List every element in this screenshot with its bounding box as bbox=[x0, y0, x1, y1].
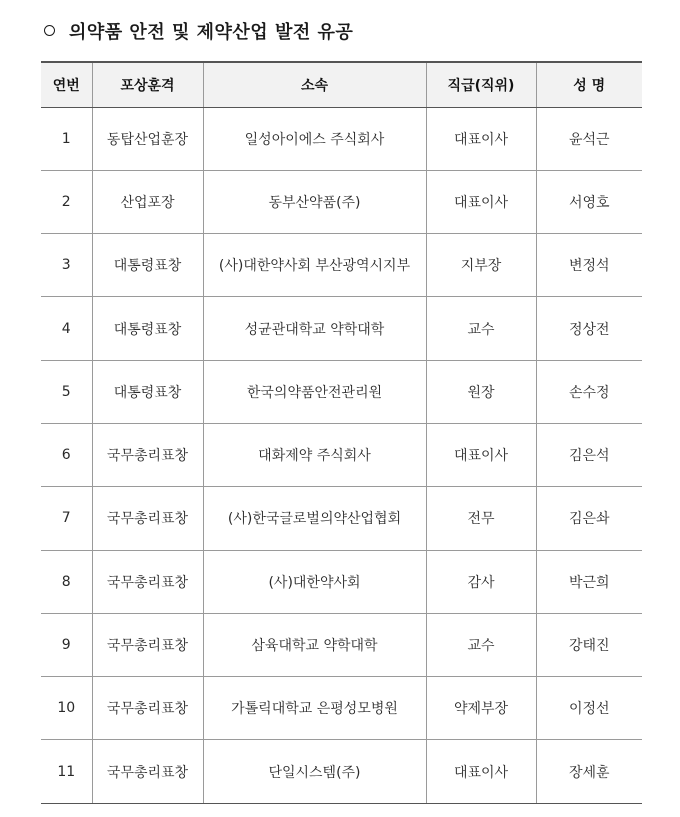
cell-award: 국무총리표창 bbox=[92, 740, 203, 803]
cell-award: 국무총리표창 bbox=[92, 550, 203, 613]
cell-affiliation: (사)한국글로벌의약산업협회 bbox=[203, 487, 426, 550]
cell-name: 손수정 bbox=[536, 360, 642, 423]
cell-award: 대통령표창 bbox=[92, 360, 203, 423]
cell-name: 이정선 bbox=[536, 677, 642, 740]
column-header-award: 포상훈격 bbox=[92, 62, 203, 107]
table-row bbox=[41, 170, 642, 233]
awards-table bbox=[41, 61, 642, 804]
cell-position: 교수 bbox=[426, 613, 536, 676]
cell-name: 서영호 bbox=[536, 170, 642, 233]
cell-position: 감사 bbox=[426, 550, 536, 613]
table-row bbox=[41, 550, 642, 613]
cell-award: 동탑산업훈장 bbox=[92, 107, 203, 170]
cell-affiliation: 성균관대학교 약학대학 bbox=[203, 297, 426, 360]
table-row bbox=[41, 613, 642, 676]
cell-number: 2 bbox=[41, 170, 92, 233]
cell-number: 5 bbox=[41, 360, 92, 423]
table-row bbox=[41, 423, 642, 486]
cell-number: 10 bbox=[41, 677, 92, 740]
table-row bbox=[41, 234, 642, 297]
cell-name: 김은석 bbox=[536, 423, 642, 486]
table-row bbox=[41, 107, 642, 170]
cell-affiliation: 한국의약품안전관리원 bbox=[203, 360, 426, 423]
cell-number: 11 bbox=[41, 740, 92, 803]
cell-name: 정상전 bbox=[536, 297, 642, 360]
cell-award: 산업포장 bbox=[92, 170, 203, 233]
table-body bbox=[41, 107, 642, 803]
table-row bbox=[41, 360, 642, 423]
cell-number: 9 bbox=[41, 613, 92, 676]
cell-name: 변정석 bbox=[536, 234, 642, 297]
cell-award: 대통령표창 bbox=[92, 297, 203, 360]
cell-name: 박근희 bbox=[536, 550, 642, 613]
table-row bbox=[41, 740, 642, 803]
table-header bbox=[41, 62, 642, 107]
cell-award: 국무총리표창 bbox=[92, 423, 203, 486]
table-row bbox=[41, 677, 642, 740]
cell-number: 1 bbox=[41, 107, 92, 170]
cell-number: 3 bbox=[41, 234, 92, 297]
circle-bullet-icon bbox=[44, 25, 55, 36]
table-row bbox=[41, 487, 642, 550]
cell-name: 김은솨 bbox=[536, 487, 642, 550]
cell-number: 7 bbox=[41, 487, 92, 550]
cell-position: 원장 bbox=[426, 360, 536, 423]
table-header-row bbox=[41, 62, 642, 107]
column-header-position: 직급(직위) bbox=[426, 62, 536, 107]
cell-affiliation: 대화제약 주식회사 bbox=[203, 423, 426, 486]
cell-affiliation: 삼육대학교 약학대학 bbox=[203, 613, 426, 676]
cell-affiliation: 일성아이에스 주식회사 bbox=[203, 107, 426, 170]
cell-number: 4 bbox=[41, 297, 92, 360]
cell-name: 강태진 bbox=[536, 613, 642, 676]
cell-award: 대통령표창 bbox=[92, 234, 203, 297]
section-heading bbox=[44, 18, 353, 44]
cell-number: 6 bbox=[41, 423, 92, 486]
table-row bbox=[41, 297, 642, 360]
column-header-number: 연번 bbox=[41, 62, 92, 107]
cell-award: 국무총리표창 bbox=[92, 677, 203, 740]
cell-name: 장세훈 bbox=[536, 740, 642, 803]
cell-position: 전무 bbox=[426, 487, 536, 550]
cell-affiliation: 단일시스템(주) bbox=[203, 740, 426, 803]
cell-affiliation: 가톨릭대학교 은평성모병원 bbox=[203, 677, 426, 740]
cell-affiliation: (사)대한약사회 부산광역시지부 bbox=[203, 234, 426, 297]
cell-affiliation: (사)대한약사회 bbox=[203, 550, 426, 613]
section-heading-text: 의약품 안전 및 제약산업 발전 유공 bbox=[69, 22, 354, 43]
column-header-name: 성 명 bbox=[536, 62, 642, 107]
cell-number: 8 bbox=[41, 550, 92, 613]
cell-position: 약제부장 bbox=[426, 677, 536, 740]
cell-award: 국무총리표창 bbox=[92, 613, 203, 676]
cell-position: 교수 bbox=[426, 297, 536, 360]
cell-position: 지부장 bbox=[426, 234, 536, 297]
column-header-affiliation: 소속 bbox=[203, 62, 426, 107]
cell-award: 국무총리표창 bbox=[92, 487, 203, 550]
cell-position: 대표이사 bbox=[426, 107, 536, 170]
cell-position: 대표이사 bbox=[426, 170, 536, 233]
cell-position: 대표이사 bbox=[426, 740, 536, 803]
cell-position: 대표이사 bbox=[426, 423, 536, 486]
cell-affiliation: 동부산약품(주) bbox=[203, 170, 426, 233]
cell-name: 윤석근 bbox=[536, 107, 642, 170]
